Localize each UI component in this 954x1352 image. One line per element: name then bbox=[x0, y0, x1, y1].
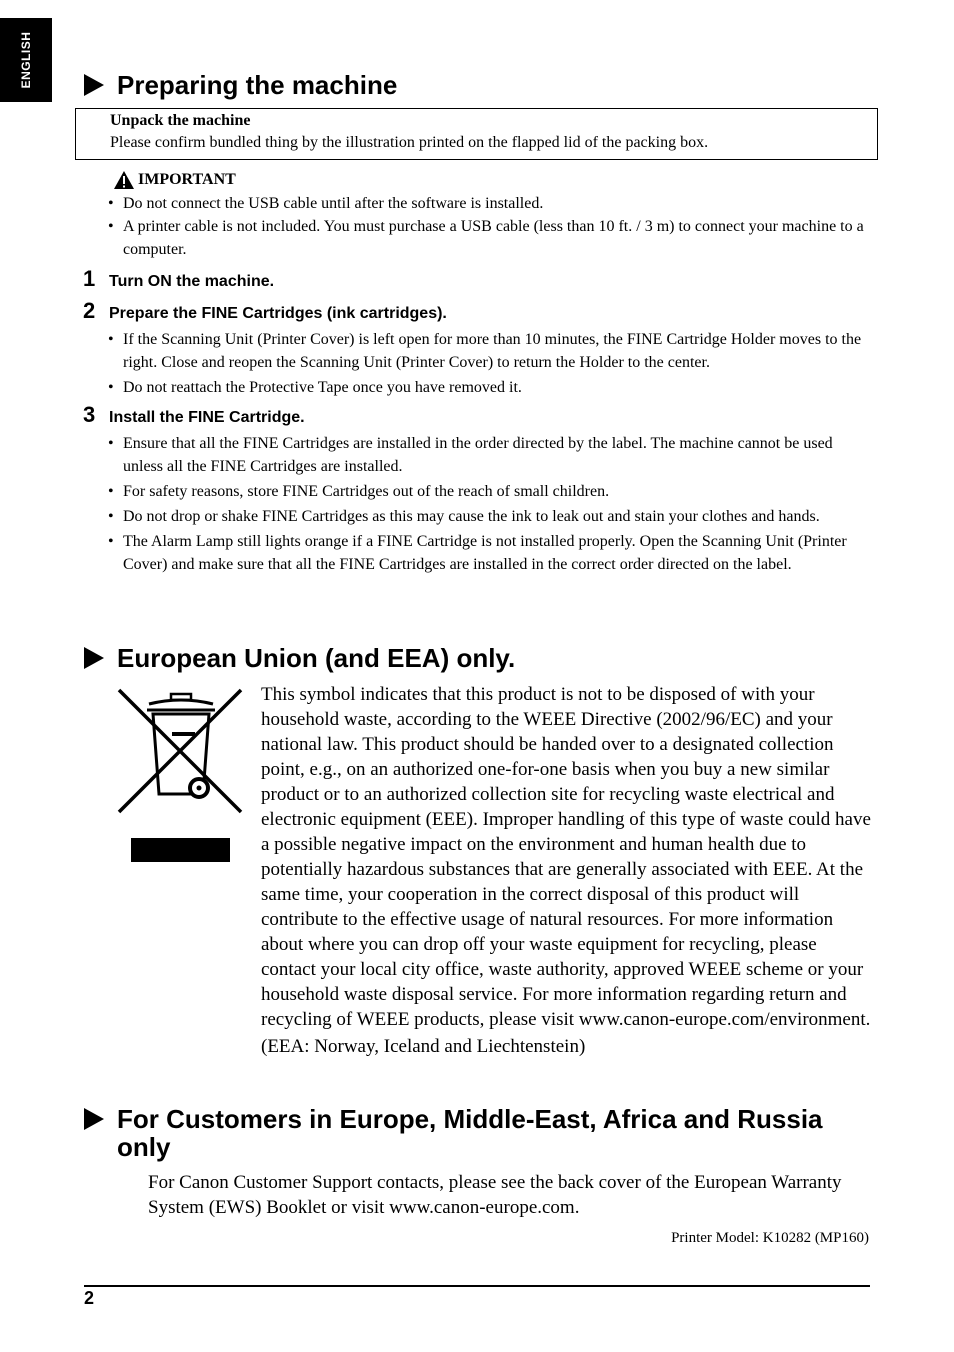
triangle-bullet-icon bbox=[84, 1108, 104, 1130]
list-item: • Do not connect the USB cable until after the software is installed. bbox=[108, 192, 870, 215]
list-item: • For safety reasons, store FINE Cartridges out of the reach of small children. bbox=[108, 480, 870, 503]
section-title-line2: only bbox=[117, 1132, 171, 1162]
page-number: 2 bbox=[84, 1288, 95, 1308]
section-heading-customers bbox=[84, 1105, 823, 1161]
important-bullets bbox=[108, 192, 870, 261]
important-text: IMPORTANT bbox=[138, 171, 236, 188]
step-3-bullets bbox=[108, 432, 870, 576]
section-heading-preparing bbox=[84, 71, 397, 99]
step-number: 1 bbox=[83, 266, 96, 291]
list-item: • Ensure that all the FINE Cartridges are installed in the order directed by the label. The machine cannot be used unless all the FINE Cartridges are installed. bbox=[108, 432, 870, 478]
section-title: European Union (and EEA) only. bbox=[117, 643, 516, 673]
language-tab bbox=[0, 18, 52, 102]
triangle-bullet-icon bbox=[84, 74, 104, 96]
step-number: 2 bbox=[83, 298, 96, 323]
step-label: Prepare the FINE Cartridges (ink cartridges). bbox=[109, 305, 447, 322]
support-paragraph: For Canon Customer Support contacts, please see the back cover of the European Warranty System (EWS) Booklet or visit www.canon-europe.com. bbox=[148, 1172, 842, 1218]
list-item: • The Alarm Lamp still lights orange if a FINE Cartridge is not installed properly. Open the Scanning Unit (Printer Cover) and make sure that all the FINE Cartridges are installed in the correct order directed on the label. bbox=[108, 530, 870, 576]
section-title: Preparing the machine bbox=[117, 70, 398, 100]
weee-paragraph bbox=[261, 682, 873, 1059]
warning-icon bbox=[113, 170, 135, 190]
weee-crossed-bin-icon bbox=[117, 686, 245, 871]
step-1 bbox=[83, 266, 274, 292]
language-tab-label: ENGLISH bbox=[19, 31, 33, 89]
list-item: • Do not reattach the Protective Tape once you have removed it. bbox=[108, 376, 870, 399]
list-item: • A printer cable is not included. You must purchase a USB cable (less than 10 ft. / 3 m) to connect your machine to a computer. bbox=[108, 215, 870, 261]
eea-note: (EEA: Norway, Iceland and Liechtenstein) bbox=[261, 1036, 586, 1057]
unpack-text: Please confirm bundled thing by the illustration printed on the flapped lid of the packing box. bbox=[110, 134, 709, 151]
printer-model: Printer Model: K10282 (MP160) bbox=[671, 1230, 869, 1246]
unpack-title: Unpack the machine bbox=[110, 112, 251, 129]
step-3 bbox=[83, 402, 305, 428]
step-label: Install the FINE Cartridge. bbox=[109, 409, 305, 426]
triangle-bullet-icon bbox=[84, 647, 104, 669]
section-heading-eu bbox=[84, 644, 515, 672]
list-item: • If the Scanning Unit (Printer Cover) is left open for more than 10 minutes, the FINE Cartridge Holder moves to the right. Close and reopen the Scanning Unit (Printer Cover) to return the Holder to the center. bbox=[108, 328, 870, 374]
step-label: Turn ON the machine. bbox=[109, 273, 275, 290]
step-2 bbox=[83, 298, 447, 324]
step-number: 3 bbox=[83, 402, 96, 427]
step-2-bullets bbox=[108, 328, 870, 399]
weee-body: This symbol indicates that this product is not to be disposed of with your household waste, according to the WEEE Directive (2002/96/EC) and your national law. This product should be handed over to a designated collection point, e.g., on an authorized one-for-one basis when you buy a new similar product or to an authorized collection site for recycling waste electrical and electronic equipment (EEE). Improper handling of this type of waste could have a possible negative impact on the environment and human health due to potentially hazardous substances that are generally associated with EEE. At the same time, your cooperation in the correct disposal of this product will contribute to the effective usage of natural resources. For more information about where you can drop off your waste equipment for recycling, please contact your local city office, waste authority, approved WEEE scheme or your household waste disposal service. For more information regarding return and recycling of WEEE products, please visit www.canon-europe.com/environment. bbox=[261, 684, 871, 1030]
section-title-line1: For Customers in Europe, Middle-East, Africa and Russia bbox=[117, 1104, 823, 1134]
unpack-box bbox=[75, 108, 878, 160]
important-label bbox=[113, 170, 236, 190]
list-item: • Do not drop or shake FINE Cartridges as this may cause the ink to leak out and stain your clothes and hands. bbox=[108, 505, 870, 528]
footer-divider bbox=[84, 1285, 870, 1287]
